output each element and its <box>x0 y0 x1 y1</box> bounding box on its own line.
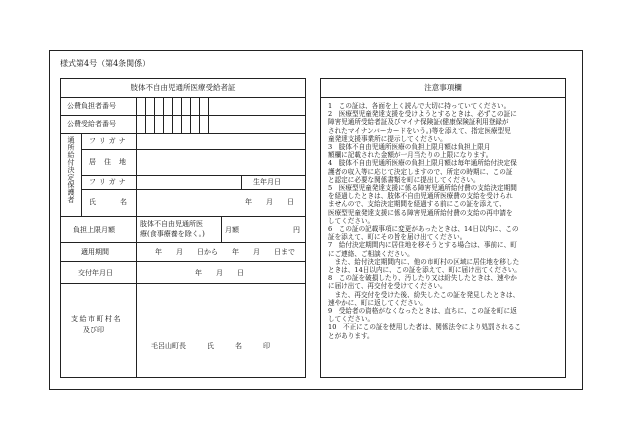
monthly-label: 月額 <box>225 226 239 234</box>
note-line: 4 肢体不自由児通所医療の負担上限月額は毎年通所給付決定保 <box>328 159 517 168</box>
birthdate-label: 生年月日 <box>253 178 281 186</box>
note-line: また、再交付を受けた後、紛失したこの証を発見したときは、 <box>328 290 520 299</box>
guardian-section-label: 通所給付決定保護者 <box>67 136 75 204</box>
municipality-label-1: 支給市町村名 <box>71 315 122 323</box>
note-line: してください。 <box>328 216 375 225</box>
address-label: 居住地 <box>89 158 134 166</box>
note-line: 障害児通所受給者証及びマイナ保険証(健康保険証利用登録が <box>328 118 509 127</box>
payer-number-label: 公費負担者番号 <box>67 102 116 110</box>
issue-date-value: 年 月 日 <box>195 269 244 277</box>
note-line: 額欄に記載された金額が一月当たりの上限になります。 <box>328 151 493 160</box>
note-line: 3 肢体不自由児通所医療の負担上限月額は負担上限月 <box>328 143 491 152</box>
municipality-label-2: 及び印 <box>83 326 104 334</box>
note-line: 童発達支援事業所に提示してください。 <box>328 134 447 143</box>
notes-title: 注意事項欄 <box>321 79 565 98</box>
period-value: 年 月 日から 年 月 日まで <box>155 248 295 256</box>
note-line: とがあります。 <box>328 331 374 340</box>
furigana-label-2: フリガナ <box>89 178 129 186</box>
note-line: ませんので、支給決定期間を経過する前にこの証を添えて、 <box>328 200 506 209</box>
certificate-panel <box>60 78 306 378</box>
note-line: 9 受給者の資格がなくなったときは、直ちに、この証を町に返 <box>328 307 517 316</box>
furigana-label-1: フリガナ <box>89 137 129 145</box>
note-line: 1 この証は、各面を上く読んで大切に持っていてください。 <box>328 102 511 110</box>
note-line: されたマイナンバーカードをいう。)等を添えて、指定医療型児 <box>328 126 511 135</box>
period-label: 適用期間 <box>81 248 109 256</box>
note-line: 6 この証の記載事項に変更があったときは、14日以内に、この <box>328 225 519 234</box>
note-line: 7 給付決定期間内に居住地を移そうとする場合は、事前に、町 <box>328 241 517 250</box>
note-line: 10 不正にこの証を使用した者は、関係法令により処罰されるこ <box>328 323 522 332</box>
monthly-limit-desc-2: 療(食事療養を除く。) <box>140 230 205 238</box>
note-line: また、給付決定期間内に、他の市町村の区域に居住地を移した <box>328 257 520 266</box>
note-line: に届け出て、再交付を受けてください。 <box>328 282 447 291</box>
mayor-line: 毛呂山町長 氏 名 印 <box>151 342 270 350</box>
monthly-limit-desc-1: 肢体不自由児通所医 <box>140 220 203 228</box>
note-line: と認定に必要な関係書類を町に提出してください。 <box>328 175 480 184</box>
note-line: 2 医療型児童発達支援を受けようとするときは、必ずこの証に <box>328 110 517 119</box>
form-number: 様式第4号（第4条関係） <box>60 59 151 68</box>
name-label: 氏名 <box>89 198 151 206</box>
note-line: を経過したときは、肢体不自由児通所医療費の支給を受けられ <box>328 192 513 201</box>
monthly-limit-label: 負担上限月額 <box>73 226 115 234</box>
notes-panel <box>320 78 566 378</box>
note-line: にご連絡、ご相談ください。 <box>328 249 414 258</box>
note-line: 医療型児童発達支援に係る障害児通所給付費の支給の再申請を <box>328 208 513 217</box>
note-line: 速やかに、町に返してください。 <box>328 298 427 307</box>
note-line: 証を添えて、町にその旨を届け出てください。 <box>328 233 467 242</box>
notes-list <box>328 102 562 340</box>
recipient-number-label: 公費受給者番号 <box>67 120 116 128</box>
note-line: してください。 <box>328 315 375 324</box>
note-line: 8 この証を破損したり、汚したり又は紛失したときは、速やか <box>328 274 517 283</box>
issue-date-label: 交付年月日 <box>78 269 113 277</box>
note-line: 5 医療型児童発達支援に係る障害児通所給付費の支給決定期間 <box>328 184 517 193</box>
certificate-title: 肢体不自由児通所医療受給者証 <box>61 79 305 98</box>
birthdate-value: 年 月 日 <box>245 198 294 206</box>
note-line: ときは、14日以内に、この証を添えて、町に届け出てください。 <box>328 266 521 275</box>
yen-label: 円 <box>293 226 300 234</box>
note-line: 護者の収入等に応じて決定しますので、所定の時期に、この証 <box>328 167 513 176</box>
